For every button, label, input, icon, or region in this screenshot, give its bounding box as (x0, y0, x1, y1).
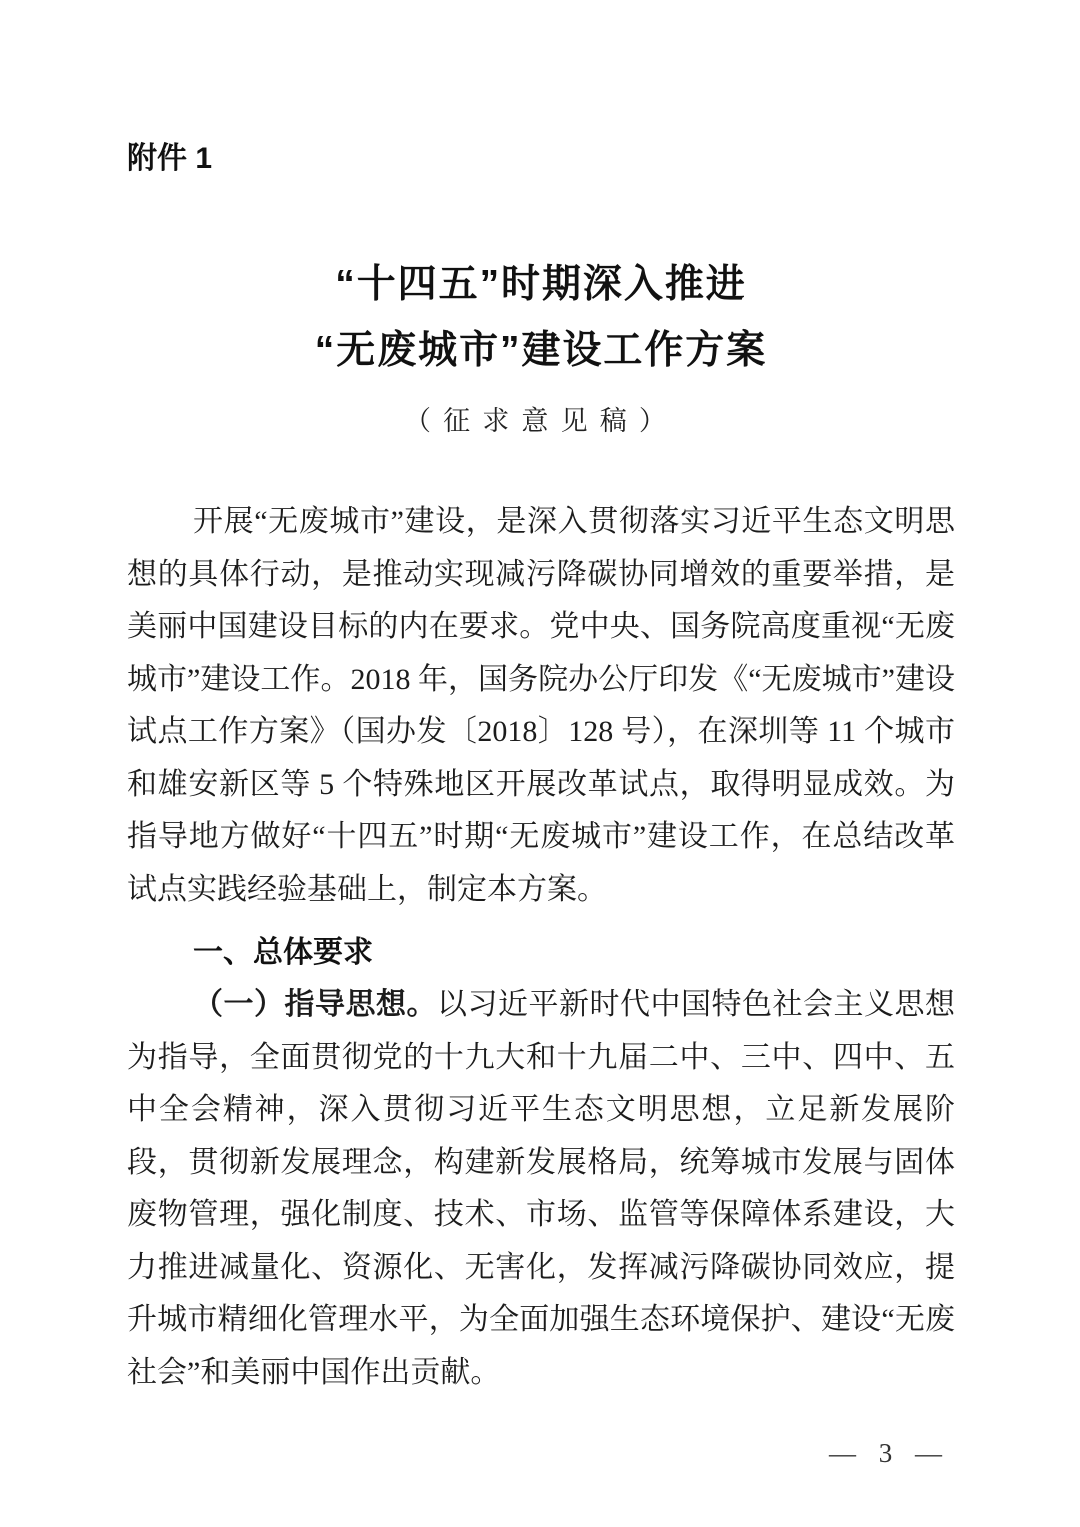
document-body (127, 496, 955, 1399)
attachment-label: 附件 1 (127, 142, 213, 175)
subsection-1-text: 以习近平新时代中国特色社会主义思想为指导，全面贯彻党的十九大和十九届二中、三中、四中、五中全会精神，深入贯彻习近平生态文明思想，立足新发展阶段，贯彻新发展理念，构建新发展格局，统筹城市发展与固体废物管理，强化制度、技术、市场、监管等保障体系建设，大力推进减量化、资源化、无害化，发挥减污降碳协同效应，提升城市精细化管理水平，为全面加强生态环境保护、建设“无废社会”和美丽中国作出贡献。 (127, 988, 955, 1389)
document-title (127, 252, 955, 384)
subsection-paragraph-1 (127, 979, 955, 1399)
section-heading-1: 一、总体要求 (193, 936, 373, 969)
document-subtitle: （征求意见稿） (403, 406, 679, 436)
subsection-1-lead: （一）指导思想。 (193, 988, 437, 1021)
document-title-line1: “十四五”时期深入推进 (335, 263, 747, 306)
document-title-line2: “无废城市”建设工作方案 (314, 329, 768, 372)
page-number: — 3 — (829, 1438, 942, 1468)
intro-paragraph: 开展“无废城市”建设，是深入贯彻落实习近平生态文明思想的具体行动，是推动实现减污降碳协同增效的重要举措，是美丽中国建设目标的内在要求。党中央、国务院高度重视“无废城市”建设工作。2018 年，国务院办公厅印发《“无废城市”建设试点工作方案》（国办发〔2018〕128 号），在深圳等 11 个城市和雄安新区等 5 个特殊地区开展改革试点，取得明显成效。为指导地方做好“十四五”时期“无废城市”建设工作，在总结改革试点实践经验基础上，制定本方案。 (127, 505, 955, 906)
